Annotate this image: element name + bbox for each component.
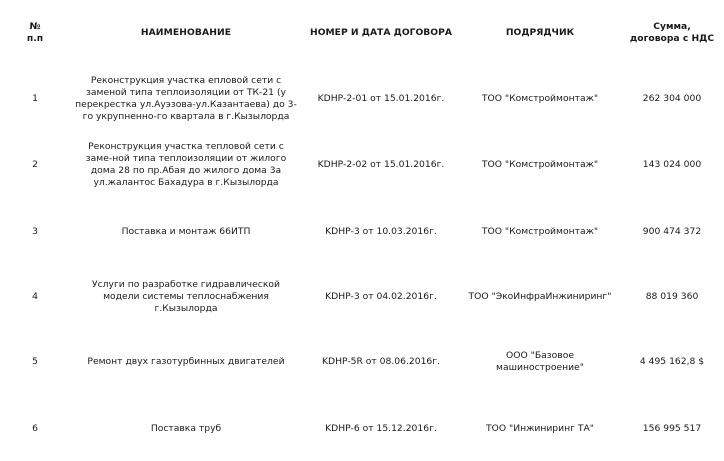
row-name: Поставка и монтаж 66ИТП xyxy=(121,226,251,237)
table-row xyxy=(0,222,724,242)
row-sum: 143 024 000 xyxy=(642,159,702,170)
header-sum: Сумма, договора с НДС xyxy=(629,21,715,44)
row-sum: 156 995 517 xyxy=(642,423,702,434)
row-sum: 4 495 162,8 $ xyxy=(639,356,705,367)
row-name: Поставка труб xyxy=(150,423,222,434)
row-contractor: ООО "Базовое машиностроение" xyxy=(496,350,584,373)
row-contract: KDHP-2-02 от 15.01.2016г. xyxy=(317,159,445,170)
header-contract: НОМЕР И ДАТА ДОГОВОРА xyxy=(310,27,452,38)
row-name: Реконструкция участка епловой сети с заменой типа теплоизоляции от ТК-21 (у перекрестка ул.Ауэзова-ул.Казантаева) до 3-го укрупненно-го квартала в г.Кызылорда xyxy=(75,75,297,122)
row-contract: KDHP-5R от 08.06.2016г. xyxy=(321,356,441,367)
row-contractor: ТОО "ЭкоИнфраИнжиниринг" xyxy=(468,291,612,302)
row-contract: KDHP-3 от 10.03.2016г. xyxy=(325,226,437,237)
row-contract: KDHP-6 от 15.12.2016г. xyxy=(325,423,437,434)
row-contractor: ТОО "Инжиниринг ТА" xyxy=(485,423,594,434)
row-contractor: ТОО "Комстроймонтаж" xyxy=(481,159,599,170)
table-row xyxy=(0,352,724,372)
row-contractor: ТОО "Комстроймонтаж" xyxy=(481,226,599,237)
table-header-row xyxy=(0,16,724,50)
header-name: НАИМЕНОВАНИЕ xyxy=(140,27,232,38)
row-sum: 900 474 372 xyxy=(642,226,702,237)
row-num: 6 xyxy=(32,423,38,434)
row-contract: KDHP-3 от 04.02.2016г. xyxy=(325,291,437,302)
table-row xyxy=(0,136,724,194)
row-name: Услуги по разработке гидравлической модели системы теплоснабжения г.Кызылорда xyxy=(92,279,280,314)
row-num: 4 xyxy=(32,291,38,302)
row-num: 2 xyxy=(32,159,38,170)
row-num: 3 xyxy=(32,226,38,237)
row-name: Реконструкция участка тепловой сети с заме-ной типа теплоизоляции от жилого дома 28 по пр.Абая до жилого дома 3а ул.жалантос Бахадура в г.Кызылорда xyxy=(85,141,287,188)
table-row xyxy=(0,70,724,128)
table-row xyxy=(0,279,724,314)
header-num: № п.п xyxy=(26,21,44,44)
table-row xyxy=(0,419,724,439)
header-contractor: ПОДРЯДЧИК xyxy=(505,27,575,38)
row-contract: KDHP-2-01 от 15.01.2016г. xyxy=(317,93,445,104)
row-num: 1 xyxy=(32,93,38,104)
row-contractor: ТОО "Комстроймонтаж" xyxy=(481,93,599,104)
row-name: Ремонт двух газотурбинных двигателей xyxy=(87,356,285,367)
row-sum: 88 019 360 xyxy=(645,291,699,302)
row-sum: 262 304 000 xyxy=(642,93,702,104)
row-num: 5 xyxy=(32,356,38,367)
